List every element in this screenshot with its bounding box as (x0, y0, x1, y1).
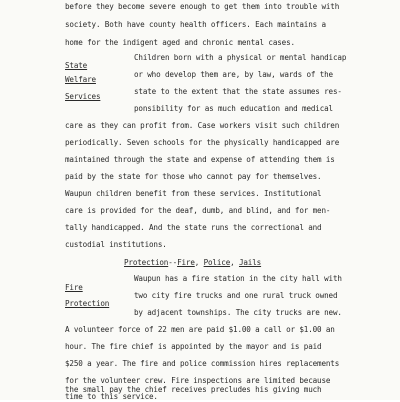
side-heading-welfare: Welfare (65, 75, 96, 84)
side-heading-fire: Fire (65, 283, 83, 292)
side-heading-state: State (65, 61, 88, 70)
heading-separator: -- (168, 258, 178, 267)
heading-separator: , (230, 258, 239, 267)
text-line: maintained through the state and expense of attending them is (65, 155, 335, 164)
text-line: custodial institutions. (65, 240, 167, 249)
text-line: periodically. Seven schools for the physically handicapped are (65, 138, 340, 147)
text-line: ponsibility for as much education and medical (134, 104, 333, 113)
text-line: before they become severe enough to get them into trouble with (65, 2, 340, 11)
text-line: time to this service. (65, 392, 158, 401)
text-line: Waupun children benefit from these services. Institutional (65, 189, 322, 198)
text-line: paid by the state for those who cannot pay for themselves. (65, 172, 322, 181)
text-line: care as they can profit from. Case workers visit such children (65, 121, 340, 130)
text-line: society. Both have county health officers. Each maintains a (65, 20, 326, 29)
heading-jails: Jails (238, 258, 262, 267)
heading-separator: , (194, 258, 204, 267)
text-line: $250 a year. The fire and police commission hires replacements (65, 359, 340, 368)
text-line: hour. The fire chief is appointed by the mayor and is paid (65, 342, 322, 351)
text-line: tally handicapped. And the state runs the correctional and (65, 223, 322, 232)
text-line: the small pay the chief receives precludes his giving much (65, 385, 322, 394)
heading-fire: Fire (177, 258, 195, 267)
text-line: home for the indigent aged and chronic mental cases. (65, 38, 295, 47)
text-line: for the volunteer crew. Fire inspections are limited because (65, 376, 331, 385)
text-line: Children born with a physical or mental handicap (134, 53, 347, 62)
text-line: care is provided for the deaf, dumb, and blind, and for men- (65, 206, 331, 215)
side-heading-services: Services (65, 92, 101, 101)
text-line: by adjacent townships. The city trucks are new. (134, 308, 342, 317)
heading-police: Police (203, 258, 231, 267)
text-line: or who develop them are, by law, wards of the (134, 70, 333, 79)
section-heading-protection (124, 258, 261, 268)
text-line: A volunteer force of 22 men are paid $1.00 a call or $1.00 an (65, 325, 335, 334)
text-line: Waupun has a fire station in the city hall with (134, 274, 342, 283)
text-line: state to the extent that the state assumes res- (134, 87, 342, 96)
heading-protection: Protection (124, 258, 169, 267)
side-heading-protection: Protection (65, 299, 110, 308)
text-line: two city fire trucks and one rural truck owned (134, 291, 338, 300)
